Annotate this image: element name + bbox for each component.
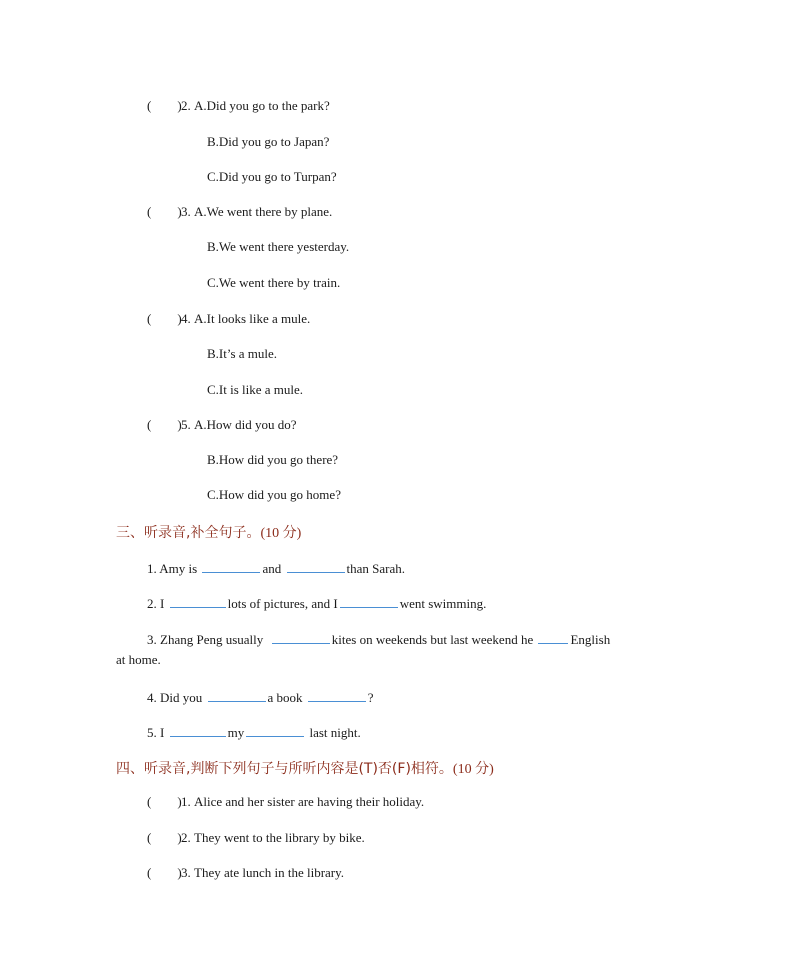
- option-a: A.It looks like a mule.: [194, 311, 311, 326]
- section-3-heading: 三、听录音,补全句子。(10 分): [116, 525, 302, 541]
- option-a: A.Did you go to the park?: [194, 98, 330, 113]
- fill-sentence-1: 1. Amy is and than Sarah.: [147, 561, 405, 576]
- option-c: C.Did you go to Turpan?: [207, 169, 337, 184]
- option-c: C.It is like a mule.: [207, 382, 304, 397]
- fill-sentence-5: 5. I my last night.: [147, 725, 361, 740]
- question-5: ( )5. A.How did you do?: [147, 417, 297, 432]
- blank-input[interactable]: [170, 594, 226, 608]
- blank-input[interactable]: [170, 723, 226, 737]
- blank-input[interactable]: [287, 559, 345, 573]
- blank-input[interactable]: [308, 688, 366, 702]
- option-b: B.It’s a mule.: [207, 346, 278, 361]
- answer-bracket[interactable]: ( ): [147, 830, 182, 845]
- option-a: A.How did you do?: [194, 417, 297, 432]
- judge-item-2: ( )2. They went to the library by bike.: [147, 830, 365, 845]
- judge-item-3: ( )3. They ate lunch in the library.: [147, 865, 345, 880]
- fill-sentence-2: 2. I lots of pictures, and I went swimming.: [147, 596, 487, 611]
- option-b: B.How did you go there?: [207, 452, 339, 467]
- option-b: B.We went there yesterday.: [207, 239, 350, 254]
- blank-input[interactable]: [202, 559, 260, 573]
- answer-bracket[interactable]: ( ): [147, 98, 182, 113]
- answer-bracket[interactable]: ( ): [147, 865, 182, 880]
- answer-bracket[interactable]: ( ): [147, 417, 182, 432]
- question-2: ( )2. A.Did you go to the park?: [147, 98, 330, 113]
- fill-sentence-3-continued: at home.: [116, 652, 161, 667]
- section-4-heading: 四、听录音,判断下列句子与所听内容是(T)否(F)相符。(10 分): [116, 761, 494, 777]
- fill-sentence-3: 3. Zhang Peng usually kites on weekends but last weekend he English: [147, 632, 611, 647]
- blank-input[interactable]: [208, 688, 266, 702]
- fill-sentence-4: 4. Did you a book ?: [147, 690, 374, 705]
- option-c: C.We went there by train.: [207, 275, 341, 290]
- judge-item-1: ( )1. Alice and her sister are having their holiday.: [147, 794, 425, 809]
- question-4: ( )4. A.It looks like a mule.: [147, 311, 311, 326]
- option-c: C.How did you go home?: [207, 487, 341, 502]
- question-3: ( )3. A.We went there by plane.: [147, 204, 333, 219]
- blank-input[interactable]: [340, 594, 398, 608]
- blank-input[interactable]: [272, 630, 330, 644]
- option-b: B.Did you go to Japan?: [207, 134, 330, 149]
- blank-input[interactable]: [246, 723, 304, 737]
- answer-bracket[interactable]: ( ): [147, 311, 182, 326]
- blank-input[interactable]: [538, 630, 568, 644]
- answer-bracket[interactable]: ( ): [147, 794, 182, 809]
- answer-bracket[interactable]: ( ): [147, 204, 182, 219]
- option-a: A.We went there by plane.: [194, 204, 333, 219]
